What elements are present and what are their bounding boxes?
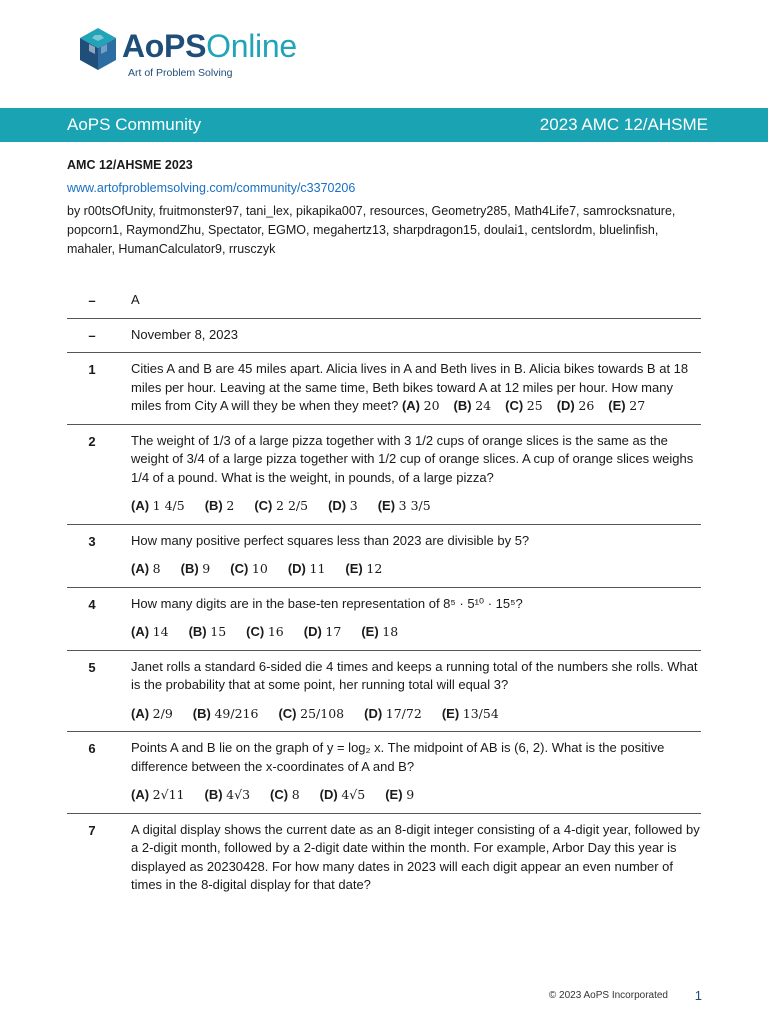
- problem-text: How many digits are in the base-ten representation of 8⁵ · 5¹⁰ · 15⁵?: [131, 595, 523, 611]
- choice-label: (C): [278, 705, 297, 721]
- choice-label: (A): [131, 705, 150, 721]
- choice-label: (D): [287, 561, 306, 576]
- choice-label: (B): [204, 498, 223, 513]
- choice-label: (C): [230, 561, 249, 576]
- choice-label: (E): [345, 561, 363, 576]
- problem-number: 2: [88, 433, 96, 449]
- problem-body: [131, 658, 701, 724]
- logo-wordmark: AoPSOnline: [122, 28, 297, 64]
- choice-value: 3: [349, 498, 358, 513]
- problem-body: [131, 532, 701, 579]
- choice-label: (A): [131, 561, 150, 576]
- problem-row: [67, 588, 701, 651]
- answer-choice: [361, 623, 398, 642]
- answer-choice: [402, 397, 440, 416]
- problem-row: [67, 732, 701, 814]
- choice-value: 20: [423, 398, 440, 413]
- answer-choice: [288, 560, 326, 579]
- choice-label: (B): [453, 398, 472, 413]
- contest-url-link[interactable]: www.artofproblemsolving.com/community/c3370206: [67, 181, 356, 195]
- choice-value: 3 3/5: [398, 498, 431, 513]
- problem-row: [67, 525, 701, 588]
- problem-row: [67, 284, 701, 319]
- answer-choice: [320, 786, 366, 805]
- choice-value: 25: [526, 398, 543, 413]
- choice-label: (A): [131, 787, 150, 802]
- answer-choices: [131, 786, 701, 805]
- choice-label: (A): [131, 624, 150, 639]
- choice-label: (B): [188, 624, 207, 639]
- choice-label: (D): [556, 398, 575, 413]
- problem-number: –: [88, 293, 96, 308]
- answer-choice: [131, 560, 161, 579]
- choice-value: 9: [202, 561, 211, 576]
- logo-tagline: Art of Problem Solving: [128, 67, 233, 79]
- problem-body: [131, 821, 701, 895]
- answer-choice: [454, 397, 492, 416]
- problem-text: Janet rolls a standard 6-sided die 4 times and keeps a running total of the numbers she rolls. What is the probability that at some point, her running total will equal 3?: [131, 658, 698, 692]
- answer-choice: [328, 497, 358, 516]
- choice-value: 10: [251, 561, 268, 576]
- problem-number: 3: [88, 533, 96, 549]
- choice-value: 4√5: [341, 787, 366, 802]
- problem-number: 1: [88, 362, 96, 377]
- answer-choices: [131, 705, 701, 724]
- banner-contest: 2023 AMC 12/AHSME: [539, 115, 708, 134]
- header-banner: [0, 108, 768, 142]
- answer-choice: [189, 623, 227, 642]
- choice-value: 13/54: [462, 705, 499, 721]
- choice-label: (D): [328, 498, 347, 513]
- problem-text: A digital display shows the current date as an 8-digit integer consisting of a 4-digit year, followed by a 2-digit month, followed by a 2-digit date within the month. For example, Arbor Day this year is displayed as 20230428. For how many dates in 2023 will each digit appear an even number of times in the 8-digital display for that date?: [131, 821, 700, 892]
- answer-choice: [505, 397, 543, 416]
- contest-authors: by r00tsOfUnity, fruitmonster97, tani_lex, pikapika007, resources, Geometry285, Math4Life7, samrocksnature, popcorn1, RaymondZhu, Spectator, EGMO, megahertz13, sharpdragon15, doulai1, centslordm, bluelinfish, mahaler, HumanCalculator9, rrusczyk: [67, 204, 676, 256]
- answer-choice: [131, 786, 185, 805]
- answer-choice: [364, 705, 422, 724]
- answer-choice: [246, 623, 284, 642]
- choice-value: 25/108: [300, 705, 345, 721]
- page-number: 1: [694, 988, 702, 1003]
- choice-value: 8: [152, 561, 161, 576]
- answer-choice: [345, 560, 382, 579]
- problem-list: [67, 284, 701, 903]
- problem-body: [131, 326, 701, 345]
- choice-label: (A): [131, 498, 150, 513]
- choice-label: (E): [385, 787, 403, 802]
- choice-value: 49/216: [214, 705, 259, 721]
- choice-value: 9: [406, 787, 415, 802]
- choice-label: (D): [364, 705, 383, 721]
- aops-logo: [78, 24, 338, 82]
- choice-label: (C): [270, 787, 289, 802]
- choice-label: (E): [608, 398, 626, 413]
- choice-value: 17: [325, 624, 342, 639]
- problem-row: [67, 319, 701, 354]
- answer-choice: [181, 560, 211, 579]
- problem-number: 6: [88, 741, 96, 756]
- answer-choice: [557, 397, 595, 416]
- answer-choice: [193, 705, 259, 724]
- problem-number: –: [88, 327, 96, 343]
- answer-choice: [442, 705, 499, 724]
- answer-choice: [270, 786, 300, 805]
- choice-value: 1 4/5: [152, 498, 185, 513]
- problem-body: [131, 360, 701, 416]
- choice-value: 17/72: [385, 705, 422, 721]
- answer-choice: [278, 705, 344, 724]
- answer-choices: [402, 398, 659, 413]
- answer-choice: [608, 397, 645, 416]
- problem-body: [131, 291, 701, 310]
- answer-choice: [378, 497, 431, 516]
- choice-value: 2/9: [152, 705, 173, 721]
- choice-value: 11: [309, 561, 326, 576]
- problem-number: 7: [88, 822, 96, 838]
- answer-choice: [304, 623, 342, 642]
- answer-choice: [230, 560, 268, 579]
- choice-label: (C): [505, 398, 524, 413]
- choice-label: (E): [377, 498, 396, 513]
- choice-value: 4√3: [226, 787, 251, 802]
- choice-value: 14: [152, 624, 169, 639]
- choice-label: (E): [361, 624, 379, 639]
- problem-body: [131, 739, 701, 805]
- choice-value: 15: [210, 624, 227, 639]
- choice-label: (B): [192, 705, 211, 721]
- answer-choice: [254, 497, 308, 516]
- problem-number: 4: [88, 596, 96, 612]
- copyright-footer: © 2023 AoPS Incorporated: [548, 990, 668, 1001]
- answer-choices: [131, 560, 701, 579]
- choice-value: 2 2/5: [276, 498, 309, 513]
- answer-choice: [131, 705, 173, 724]
- answer-choice: [131, 623, 169, 642]
- choice-value: 12: [366, 561, 383, 576]
- answer-choice: [205, 786, 251, 805]
- choice-value: 18: [382, 624, 399, 639]
- problem-number: 5: [88, 659, 96, 675]
- answer-choice: [131, 497, 185, 516]
- choice-label: (E): [441, 705, 460, 721]
- contest-title: AMC 12/AHSME 2023: [67, 158, 193, 172]
- cube-logo-icon: [78, 26, 118, 72]
- problem-text: How many positive perfect squares less than 2023 are divisible by 5?: [131, 532, 530, 548]
- choice-label: (B): [204, 787, 223, 802]
- choice-label: (D): [319, 787, 338, 802]
- choice-value: 8: [291, 787, 300, 802]
- choice-value: 2√11: [152, 787, 185, 802]
- problem-text: November 8, 2023: [131, 326, 238, 342]
- choice-value: 24: [475, 398, 492, 413]
- problem-text: Cities A and B are 45 miles apart. Alicia lives in A and Beth lives in B. Alicia bikes towards B at 18 miles per hour. Leaving at the same time, Beth bikes toward A at 12 miles per hour. How many miles from City A will they be when they meet?: [131, 361, 689, 413]
- problem-text: The weight of 1/3 of a large pizza together with 3 1/2 cups of orange slices is the same as the weight of 3/4 of a large pizza together with 1/2 cup of orange slices. A cup of orange slices weighs 1/4 of a pound. What is the weight, in pounds, of a large pizza?: [131, 432, 694, 485]
- choice-label: (C): [254, 498, 273, 513]
- banner-community: AoPS Community: [67, 115, 202, 134]
- choice-value: 16: [267, 624, 284, 639]
- problem-text: A: [131, 292, 140, 307]
- problem-row: [67, 353, 701, 425]
- choice-label: (B): [180, 561, 199, 576]
- problem-row: [67, 651, 701, 733]
- choice-value: 26: [578, 398, 595, 413]
- problem-text: Points A and B lie on the graph of y = log₂ x. The midpoint of AB is (6, 2). What is the positive difference between the x-coordinates of A and B?: [131, 740, 665, 774]
- choice-label: (A): [401, 398, 421, 413]
- problem-row: [67, 814, 701, 903]
- choice-label: (C): [246, 624, 265, 639]
- problem-body: [131, 432, 701, 516]
- answer-choice: [205, 497, 235, 516]
- answer-choices: [131, 497, 701, 516]
- answer-choice: [385, 786, 414, 805]
- choice-value: 27: [629, 398, 646, 413]
- answer-choices: [131, 623, 701, 642]
- problem-row: [67, 425, 701, 525]
- choice-value: 2: [226, 498, 235, 513]
- choice-label: (D): [303, 624, 322, 639]
- problem-body: [131, 595, 701, 642]
- contest-meta: [67, 156, 707, 259]
